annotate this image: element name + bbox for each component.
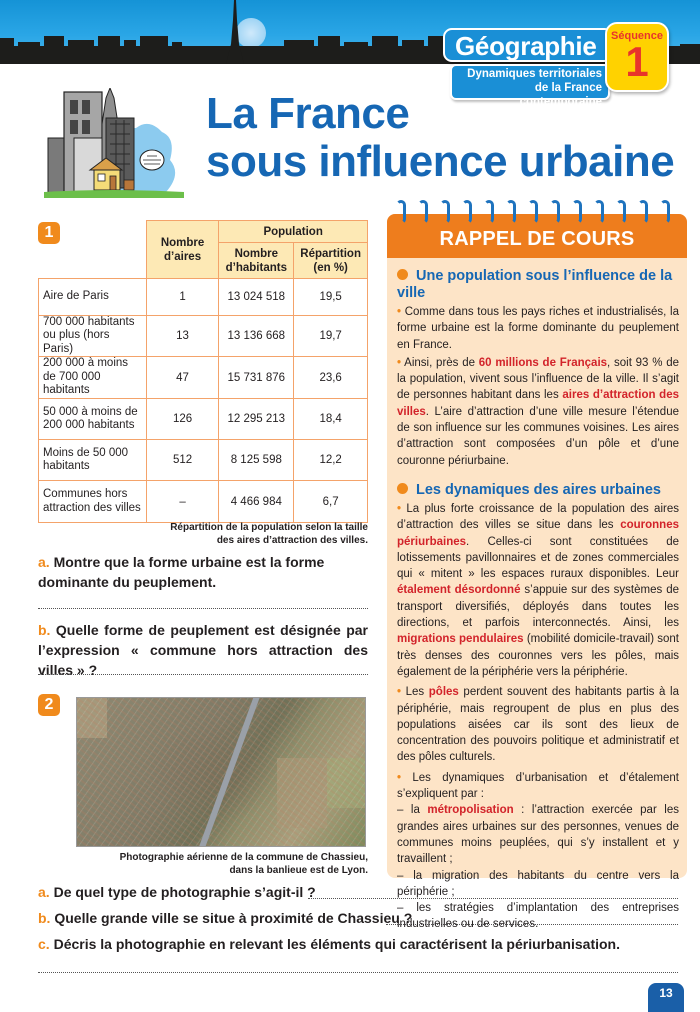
- spiral-binding-rings: [394, 200, 684, 226]
- rappel-title: RAPPEL DE COURS: [439, 228, 635, 250]
- cell-aires: 47: [146, 357, 219, 399]
- row-label: 50 000 à moins de 200 000 habitants: [39, 399, 147, 440]
- page-title: [206, 90, 674, 186]
- table-row: [39, 481, 368, 523]
- orange-bullet-icon: [397, 483, 408, 494]
- answer-line-2c[interactable]: [38, 972, 678, 973]
- cell-pct: 19,7: [294, 315, 368, 357]
- cell-aires: 1: [146, 279, 219, 316]
- answer-line-1a[interactable]: [38, 608, 368, 609]
- city-building-illustration: [44, 88, 184, 200]
- population-table: [38, 220, 368, 523]
- cell-habitants: 13 136 668: [219, 315, 294, 357]
- subject-label: Géographie: [455, 31, 597, 61]
- section-2-title: Les dynamiques des aires urbaines: [397, 482, 679, 499]
- theme-line-2: de la France contemporaine: [519, 82, 602, 108]
- question-2b: b. Quelle grande ville se situe à proximité de Chassieu ?: [38, 910, 413, 926]
- cell-pct: 6,7: [294, 481, 368, 523]
- row-label: 200 000 à moins de 700 000 habitants: [39, 357, 147, 399]
- cell-aires: 13: [146, 315, 219, 357]
- cell-habitants: 15 731 876: [219, 357, 294, 399]
- cell-habitants: 8 125 598: [219, 440, 294, 481]
- cell-habitants: 12 295 213: [219, 399, 294, 440]
- title-line-1: La France: [206, 89, 410, 138]
- question-2a: a. De quel type de photographie s’agit-il ?: [38, 884, 316, 900]
- subject-badge: [443, 28, 613, 62]
- cell-pct: 18,4: [294, 399, 368, 440]
- answer-line-1b[interactable]: [38, 674, 368, 675]
- sequence-number: 1: [625, 38, 649, 85]
- title-line-2: sous influence urbaine: [206, 137, 675, 186]
- theme-line-1: Dynamiques territoriales: [467, 68, 602, 80]
- section-1-title: Une population sous l’influence de la ville: [397, 268, 673, 301]
- header-repartition: Répartition (en %): [294, 243, 368, 279]
- photo-caption: Photographie aérienne de la commune de Chassieu, dans la banlieue est de Lyon.: [119, 852, 368, 876]
- section-1-text: • Comme dans tous les pays riches et industrialisés, la forme urbaine est la forme dominante du peuplement en France. • Ainsi, près de 60 millions de Français, soit 93 % de la population, vivent sous l’influence de la ville. Il s’agit de personnes habitant dans les aires d’attraction des villes. L’aire d’attraction d’une ville mesure l’étendue de son influence sur les communes voisines. Les aires d’attraction sont composées d’un pôle et d’une couronne périurbaine.: [397, 306, 679, 467]
- page-number: 13: [648, 983, 684, 1012]
- header-nombre-habitants: Nombre d’habitants: [219, 243, 294, 279]
- section-2-text: • La plus forte croissance de la population des aires d’attraction des villes se situe dans les couronnes périurbaines. Celles-ci sont constituées de lotissements pavillonnaires et de zones commerciales qui « mitent » les espaces ruraux disponibles. Leur étalement désordonné s’appuie sur des systèmes de transport diversifiés, déployés dans toutes les directions, et parfois interconnectés. Ainsi, les migrations pendulaires (mobilité domicile-travail) sont très denses des couronnes vers les pôles, mais également de la périphérie vers la périphérie. • Les pôles perdent souvent des habitants partis à la périphérie, mais regroupent de plus en plus des populations aisées car ils sont des lieux de concentration des pouvoirs politique et administratif et des pôles culturels. • Les dynamiques d’urbanisation et d’étalement s’expliquent par : – la métropolisation : l’attraction exercée par les grandes aires urbaines sur des personnes, venues de communes moins peuplées, qui s’y installent et y travaillent ; – la migration des habitants du centre vers la périphérie ; – les stratégies d’implantation des entreprises industrielles ou de services.: [397, 503, 680, 931]
- rappel-section-2: [397, 482, 679, 935]
- aerial-photo-chassieu: [76, 697, 366, 847]
- rappel-section-1: [397, 268, 679, 471]
- row-label: Aire de Paris: [39, 279, 147, 316]
- cell-habitants: 13 024 518: [219, 279, 294, 316]
- document-1-number: 1: [38, 222, 60, 244]
- table-row: [39, 357, 368, 399]
- sequence-label: Séquence: [611, 30, 663, 42]
- question-2c: c. Décris la photographie en relevant les éléments qui caractérisent la périurbanisation.: [38, 936, 620, 952]
- cell-habitants: 4 466 984: [219, 481, 294, 523]
- table-caption: Répartition de la population selon la taille des aires d’attraction des villes.: [170, 522, 368, 546]
- cell-aires: –: [146, 481, 219, 523]
- header-population: Population: [219, 221, 368, 243]
- cell-pct: 12,2: [294, 440, 368, 481]
- orange-bullet-icon: [397, 269, 408, 280]
- question-1a: a. Montre que la forme urbaine est la forme dominante du peuplement.: [38, 554, 325, 590]
- table-row: [39, 399, 368, 440]
- table-row: [39, 279, 368, 316]
- row-label: Moins de 50 000 habitants: [39, 440, 147, 481]
- header-nombre-aires: Nombre d’aires: [146, 221, 219, 279]
- cell-aires: 512: [146, 440, 219, 481]
- cell-pct: 19,5: [294, 279, 368, 316]
- question-1b: b. Quelle forme de peuplement est désignée par l’expression « commune hors attraction des villes » ?: [38, 622, 369, 678]
- document-2-number: 2: [38, 694, 60, 716]
- rappel-de-cours-panel: [387, 214, 687, 931]
- cell-aires: 126: [146, 399, 219, 440]
- row-label: Communes hors attraction des villes: [39, 481, 147, 523]
- row-label: 700 000 habitants ou plus (hors Paris): [39, 315, 147, 357]
- cell-pct: 23,6: [294, 357, 368, 399]
- table-row: [39, 315, 368, 357]
- sequence-badge: [605, 22, 669, 92]
- table-row: [39, 440, 368, 481]
